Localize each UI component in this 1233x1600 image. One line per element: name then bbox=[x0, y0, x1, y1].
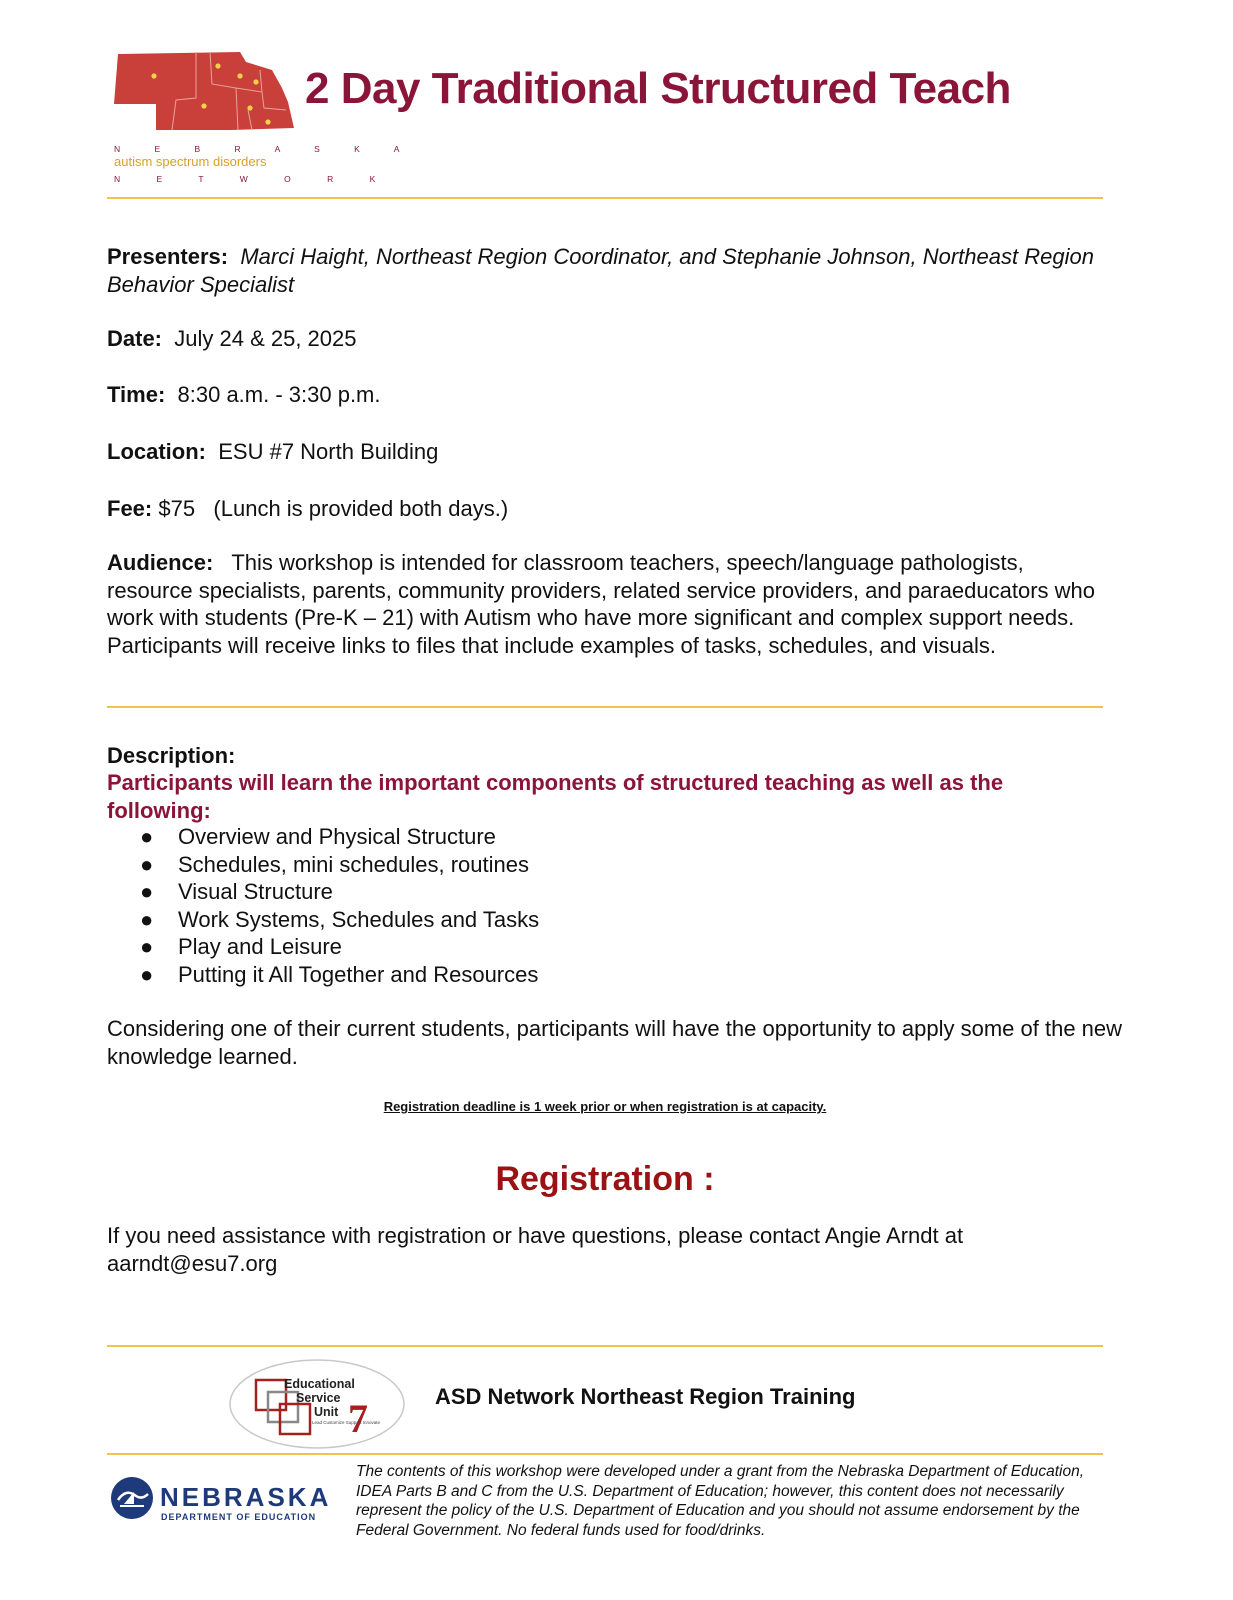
description-intro bbox=[107, 769, 1087, 824]
esu-line3: Unit bbox=[314, 1405, 339, 1419]
time-row bbox=[107, 381, 1107, 409]
date-value: July 24 & 25, 2025 bbox=[174, 326, 357, 351]
esu-number: 7 bbox=[348, 1396, 368, 1441]
topic-text: Overview and Physical Structure bbox=[178, 824, 496, 849]
asd-network-logo bbox=[112, 48, 416, 190]
description-intro-text: Participants will learn the important components of structured teaching as well as the following: bbox=[107, 770, 1004, 823]
divider bbox=[107, 197, 1103, 199]
location-row bbox=[107, 438, 1107, 466]
topic-text: Play and Leisure bbox=[178, 934, 342, 959]
date-row bbox=[107, 325, 1107, 353]
closing-text: Considering one of their current students, participants will have the opportunity to apply some of the new knowledge learned. bbox=[107, 1016, 1123, 1069]
list-item bbox=[140, 961, 539, 989]
topic-list bbox=[140, 823, 539, 988]
location-value: ESU #7 North Building bbox=[218, 439, 439, 464]
list-item bbox=[140, 906, 539, 934]
nebraska-department-of-education-logo bbox=[110, 1474, 330, 1526]
audience-label: Audience: bbox=[107, 550, 214, 575]
list-item bbox=[140, 933, 539, 961]
nde-sub: DEPARTMENT OF EDUCATION bbox=[161, 1512, 317, 1522]
audience-value: This workshop is intended for classroom teachers, speech/language pathologists, resource specialists, parents, community providers, related service providers, and paraeducators who work with students (Pre-K – 21) with Autism who have more significant and complex support needs. Participants will receive links to files that include examples of tasks, schedules, and visuals. bbox=[107, 550, 1096, 658]
topic-text: Visual Structure bbox=[178, 879, 333, 904]
description-heading: Description: bbox=[107, 743, 236, 768]
list-item bbox=[140, 823, 539, 851]
bullet-icon: ● bbox=[140, 879, 154, 904]
contact-text: If you need assistance with registration or have questions, please contact Angie Arndt at aarndt@esu7.org bbox=[107, 1223, 964, 1276]
esu-icon bbox=[228, 1358, 406, 1450]
nebraska-map-icon bbox=[112, 48, 416, 190]
list-item bbox=[140, 878, 539, 906]
location-label: Location: bbox=[107, 439, 206, 464]
audience-row bbox=[107, 549, 1103, 659]
divider bbox=[107, 706, 1103, 708]
presenters-label: Presenters: bbox=[107, 244, 229, 269]
registration-deadline: Registration deadline is 1 week prior or when registration is at capacity. bbox=[383, 1099, 827, 1114]
presenters-row bbox=[107, 243, 1107, 298]
description-closing bbox=[107, 1015, 1167, 1070]
nde-name: NEBRASKA bbox=[160, 1482, 332, 1512]
bullet-icon: ● bbox=[140, 906, 154, 932]
topic-text: Schedules, mini schedules, routines bbox=[178, 851, 529, 877]
grant-disclaimer: The contents of this workshop were developed under a grant from the Nebraska Department of Education, IDEA Parts B and C from the U.S. Department of Education; however, this content does not necessarily represent the policy of the U.S. Department of Education and you should not assume endorsement by the Federal Government. No federal funds used for food/drinks. bbox=[356, 1463, 1085, 1539]
topic-text: Work Systems, Schedules and Tasks bbox=[178, 906, 540, 932]
bullet-icon: ● bbox=[140, 961, 154, 987]
divider bbox=[107, 1345, 1103, 1347]
divider bbox=[107, 1453, 1103, 1455]
fee-value: $75 (Lunch is provided both days.) bbox=[158, 496, 509, 521]
footer-training-title: ASD Network Northeast Region Training bbox=[435, 1384, 856, 1409]
nde-icon bbox=[110, 1474, 330, 1526]
registration-contact bbox=[107, 1222, 1067, 1277]
bullet-icon: ● bbox=[140, 824, 154, 849]
fee-row bbox=[107, 495, 1107, 523]
registration-title: Registration : bbox=[495, 1160, 715, 1198]
esu7-logo bbox=[228, 1358, 406, 1450]
date-label: Date: bbox=[107, 326, 163, 351]
time-value: 8:30 a.m. - 3:30 p.m. bbox=[177, 382, 381, 407]
bullet-icon: ● bbox=[140, 851, 154, 877]
list-item bbox=[140, 851, 539, 879]
logo-letters-top: N E B R A S K A bbox=[114, 144, 416, 154]
description-label bbox=[107, 742, 1107, 770]
topic-text: Putting it All Together and Resources bbox=[178, 961, 539, 987]
bullet-icon: ● bbox=[140, 934, 154, 959]
page-title: 2 Day Traditional Structured Teach bbox=[305, 64, 1011, 113]
presenters-value: Marci Haight, Northeast Region Coordinator, and Stephanie Johnson, Northeast Region Behavior Specialist bbox=[107, 244, 1094, 297]
esu-line1: Educational bbox=[284, 1377, 355, 1391]
esu-line2: Service bbox=[296, 1391, 341, 1405]
fee-label: Fee: bbox=[107, 496, 153, 521]
logo-letters-bottom: N E T W O R K bbox=[114, 174, 393, 184]
logo-tagline: autism spectrum disorders bbox=[114, 154, 267, 169]
esu-tagline: Lead Customize Support Innovate bbox=[312, 1420, 381, 1425]
time-label: Time: bbox=[107, 382, 166, 407]
